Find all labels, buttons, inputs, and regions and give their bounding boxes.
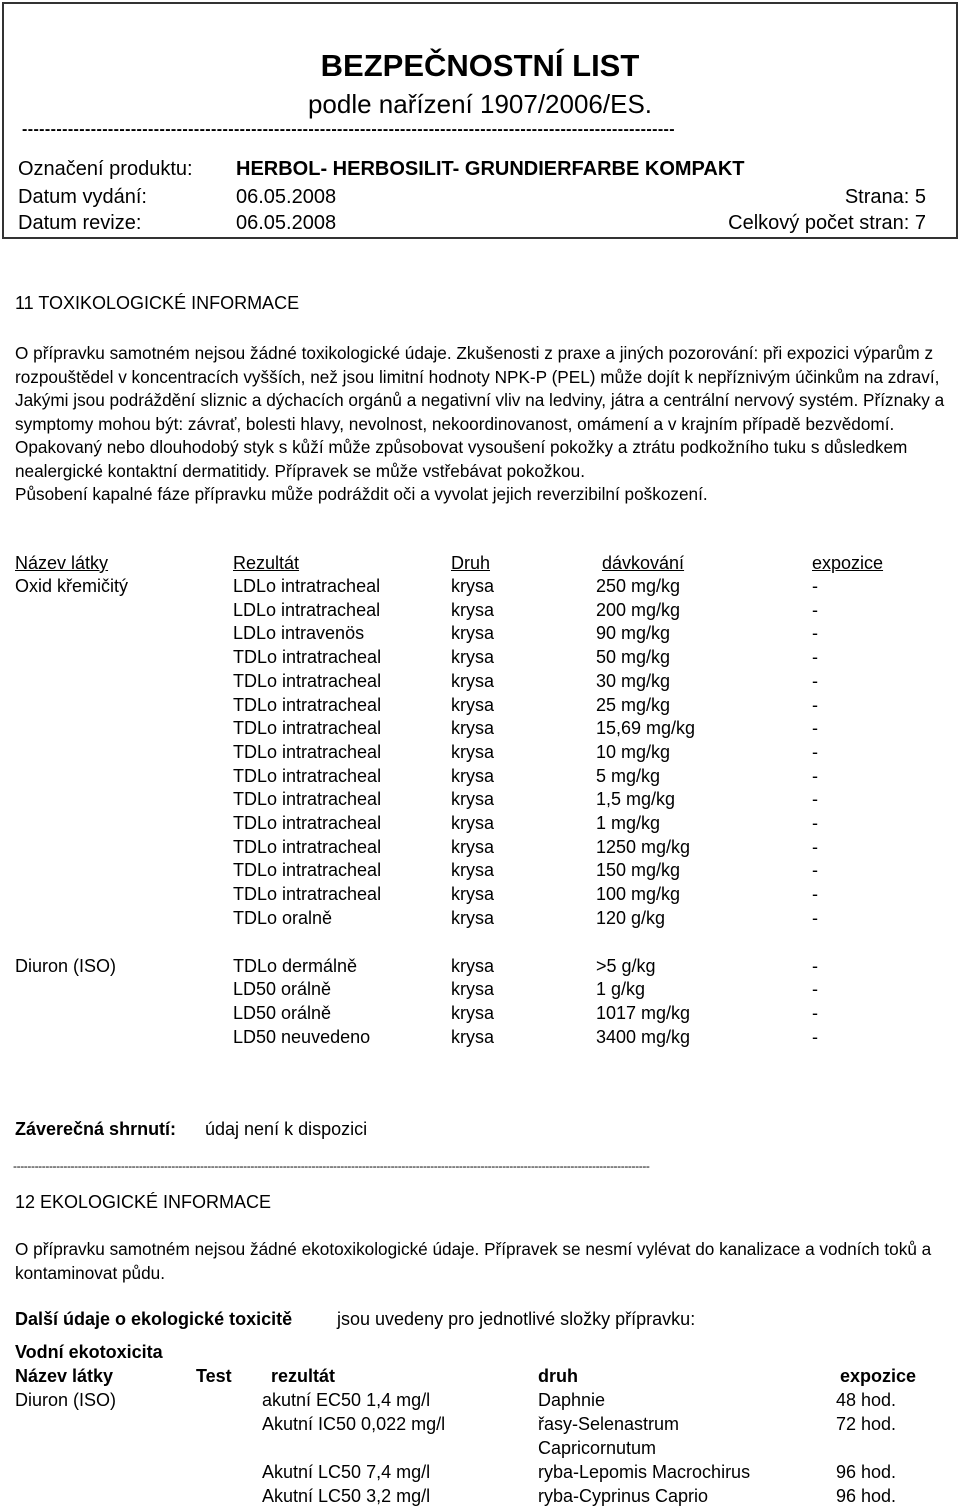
- cell-exposure: -: [812, 789, 818, 810]
- cell-exposure: -: [812, 1026, 818, 1047]
- cell-species: krysa: [451, 1002, 495, 1023]
- eco-cell-result: Akutní LC50 3,2 mg/l: [262, 1486, 431, 1506]
- cell-species: krysa: [451, 979, 495, 1000]
- col-result: Rezultát: [233, 553, 300, 573]
- col-substance: Název látky: [15, 553, 109, 573]
- cell-exposure: -: [812, 623, 818, 644]
- cell-result: LD50 orálně: [233, 1002, 332, 1023]
- eco-col-substance: Název látky: [15, 1366, 114, 1386]
- revision-date-row: [18, 210, 926, 236]
- toxicology-eye-text: Působení kapalné fáze přípravku může podráždit oči a vyvolat jejich reverzibilní poškození.: [15, 484, 708, 504]
- cell-result: TDLo dermálně: [233, 955, 358, 976]
- section-11-heading: 11 TOXIKOLOGICKÉ INFORMACE: [15, 293, 300, 313]
- summary-label: Záverečná shrnutí:: [15, 1119, 177, 1139]
- cell-exposure: -: [812, 884, 818, 905]
- eco-cell-species: Daphnie: [538, 1390, 606, 1410]
- cell-species: krysa: [451, 647, 495, 668]
- section-12-heading: 12 EKOLOGICKÉ INFORMACE: [15, 1192, 272, 1212]
- section-12-paragraph: [15, 1238, 945, 1285]
- product-row: [18, 156, 926, 182]
- eco-col-exposure: expozice: [840, 1366, 917, 1386]
- cell-result: LDLo intratracheal: [233, 576, 381, 596]
- cell-result: TDLo intratracheal: [233, 647, 382, 668]
- eco-cell-exposure: 96 hod.: [836, 1462, 897, 1482]
- cell-exposure: -: [812, 694, 818, 715]
- cell-species: krysa: [451, 1026, 495, 1047]
- cell-species: krysa: [451, 670, 495, 691]
- section-separator: ---------------------------------------------------------------------------------------------------------------------------------------------------------------------------------: [13, 1159, 650, 1173]
- cell-exposure: -: [812, 647, 818, 668]
- cell-dose: 1017 mg/kg: [596, 1002, 691, 1023]
- section-11-paragraph: [15, 342, 945, 507]
- cell-dose: 90 mg/kg: [596, 623, 671, 644]
- cell-exposure: -: [812, 979, 818, 1000]
- cell-species: krysa: [451, 694, 495, 715]
- cell-result: TDLo intratracheal: [233, 670, 382, 691]
- cell-result: LDLo intravenös: [233, 623, 365, 644]
- document-title: BEZPEČNOSTNÍ LIST: [320, 48, 640, 83]
- revision-date-value: 06.05.2008: [236, 212, 337, 234]
- issue-date-row: [18, 184, 926, 210]
- cell-result: TDLo intratracheal: [233, 718, 382, 739]
- more-ecology-label: Další údaje o ekologické toxicitě: [15, 1309, 293, 1329]
- eco-cell-species: ryba-Cyprinus Caprio: [538, 1486, 709, 1506]
- cell-dose: 10 mg/kg: [596, 741, 671, 762]
- cell-exposure: -: [812, 907, 818, 928]
- cell-dose: 30 mg/kg: [596, 670, 671, 691]
- cell-species: krysa: [451, 741, 495, 762]
- cell-dose: 25 mg/kg: [596, 694, 671, 715]
- header-dash-separator: ------------------------------------------------------------------------------------------------------------------: [22, 121, 676, 138]
- cell-result: LD50 neuvedeno: [233, 1026, 371, 1047]
- cell-dose: >5 g/kg: [596, 955, 656, 976]
- eco-col-result: rezultát: [271, 1366, 336, 1386]
- cell-result: TDLo intratracheal: [233, 836, 382, 857]
- issue-date-label: Datum vydání:: [18, 186, 147, 208]
- eco-cell-exposure: 96 hod.: [836, 1486, 897, 1506]
- cell-dose: 120 g/kg: [596, 907, 666, 928]
- cell-result: LD50 orálně: [233, 979, 332, 1000]
- cell-species: krysa: [451, 718, 495, 739]
- cell-dose: 1 mg/kg: [596, 813, 661, 833]
- cell-species: krysa: [451, 599, 495, 620]
- toxicology-text: O přípravku samotném nejsou žádné toxikologické údaje. Zkušenosti z praxe a jiných pozorování: při expozici výparům z rozpouštědel v koncentracích vyšších, než jsou limitní hodnoty NPK-P (PEL) může dojít k nepříznivým účinkům na zdraví, Jakými jsou podráždění sliznic a dýchacích orgánů a negativní vliv na ledviny, játra a centrální nervový systém. Příznaky a symptomy mohou být: závrať, bolesti hlavy, nevolnost, nekoordinovanost, omámení a v krajním případě bezvědomí. Opakovaný nebo dlouhodobý styk s kůží může způsobovat vysoušení pokožky a ztrátu podkožního tuku s důsledkem nealergické kontaktní dermatitidy. Přípravek se může vstřebávat pokožkou.: [15, 343, 945, 481]
- cell-exposure: -: [812, 813, 818, 833]
- total-pages: Celkový počet stran: 7: [728, 212, 926, 234]
- document-subtitle: podle nařízení 1907/2006/ES.: [307, 89, 653, 119]
- cell-exposure: -: [812, 599, 818, 620]
- eco-cell-result: akutní EC50 1,4 mg/l: [262, 1390, 431, 1410]
- cell-species: krysa: [451, 836, 495, 857]
- cell-result: TDLo intratracheal: [233, 813, 382, 833]
- cell-species: krysa: [451, 623, 495, 644]
- cell-species: krysa: [451, 907, 495, 928]
- cell-exposure: -: [812, 741, 818, 762]
- cell-exposure: -: [812, 1002, 818, 1023]
- cell-dose: 1 g/kg: [596, 979, 646, 1000]
- cell-species: krysa: [451, 789, 495, 810]
- cell-exposure: -: [812, 836, 818, 857]
- cell-dose: 200 mg/kg: [596, 599, 681, 620]
- cell-substance: Diuron (ISO): [15, 955, 117, 976]
- cell-result: TDLo intratracheal: [233, 694, 382, 715]
- cell-result: LDLo intratracheal: [233, 599, 381, 620]
- summary-value: údaj není k dispozici: [205, 1119, 368, 1139]
- cell-exposure: -: [812, 860, 818, 881]
- cell-result: TDLo intratracheal: [233, 884, 382, 905]
- eco-cell-species: ryba-Lepomis Macrochirus: [538, 1462, 751, 1482]
- product-label: Označení produktu:: [18, 158, 193, 180]
- cell-substance: Oxid křemičitý: [15, 576, 129, 596]
- cell-dose: 1250 mg/kg: [596, 836, 691, 857]
- product-name: HERBOL- HERBOSILIT- GRUNDIERFARBE KOMPAKT: [236, 158, 745, 180]
- col-exposure: expozice: [812, 553, 884, 573]
- cell-result: TDLo intratracheal: [233, 789, 382, 810]
- cell-dose: 5 mg/kg: [596, 765, 661, 786]
- eco-cell-species-continued: Capricornutum: [538, 1438, 657, 1458]
- eco-cell-species: řasy-Selenastrum: [538, 1414, 680, 1434]
- ecology-text: O přípravku samotném nejsou žádné ekotoxikologické údaje. Přípravek se nesmí vylévat do kanalizace a vodních toků a kontaminovat půdu.: [15, 1239, 932, 1283]
- document-header: [2, 2, 958, 239]
- cell-result: TDLo intratracheal: [233, 765, 382, 786]
- more-ecology-value: jsou uvedeny pro jednotlivé složky přípravku:: [337, 1309, 696, 1329]
- cell-exposure: -: [812, 718, 818, 739]
- cell-dose: 150 mg/kg: [596, 860, 681, 881]
- cell-result: TDLo intratracheal: [233, 741, 382, 762]
- eco-cell-result: Akutní IC50 0,022 mg/l: [262, 1414, 446, 1434]
- eco-cell-exposure: 72 hod.: [836, 1414, 897, 1434]
- cell-dose: 15,69 mg/kg: [596, 718, 696, 739]
- cell-species: krysa: [451, 813, 495, 833]
- cell-dose: 100 mg/kg: [596, 884, 681, 905]
- cell-dose: 50 mg/kg: [596, 647, 671, 668]
- cell-dose: 1,5 mg/kg: [596, 789, 676, 810]
- cell-exposure: -: [812, 670, 818, 691]
- cell-dose: 250 mg/kg: [596, 576, 681, 596]
- cell-dose: 3400 mg/kg: [596, 1026, 691, 1047]
- cell-species: krysa: [451, 765, 495, 786]
- col-dose: dávkování: [602, 553, 685, 573]
- cell-species: krysa: [451, 860, 495, 881]
- cell-species: krysa: [451, 884, 495, 905]
- cell-result: TDLo oralně: [233, 907, 333, 928]
- eco-cell-substance: Diuron (ISO): [15, 1390, 117, 1410]
- eco-cell-exposure: 48 hod.: [836, 1390, 897, 1410]
- cell-exposure: -: [812, 576, 818, 596]
- col-species: Druh: [451, 553, 491, 573]
- eco-col-species: druh: [538, 1366, 578, 1386]
- eco-col-test: Test: [196, 1366, 232, 1386]
- cell-species: krysa: [451, 576, 495, 596]
- eco-cell-result: Akutní LC50 7,4 mg/l: [262, 1462, 431, 1482]
- cell-exposure: -: [812, 955, 818, 976]
- aquatic-title: Vodní ekotoxicita: [15, 1342, 163, 1362]
- revision-date-label: Datum revize:: [18, 212, 142, 234]
- page-number: Strana: 5: [844, 186, 926, 208]
- issue-date-value: 06.05.2008: [236, 186, 337, 208]
- cell-species: krysa: [451, 955, 495, 976]
- cell-exposure: -: [812, 765, 818, 786]
- cell-result: TDLo intratracheal: [233, 860, 382, 881]
